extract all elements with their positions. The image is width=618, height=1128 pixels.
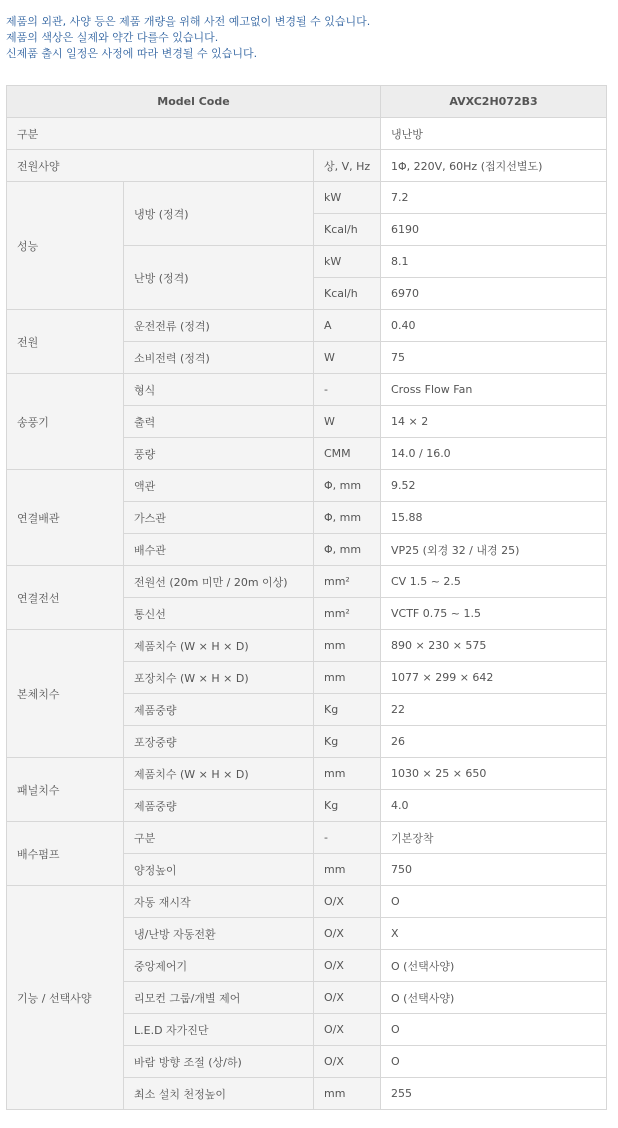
notice-line: 신제품 출시 일정은 사정에 따라 변경될 수 있습니다. xyxy=(6,47,258,60)
unit-cell: 상, V, Hz xyxy=(314,150,381,182)
value-cell: O xyxy=(381,1046,607,1078)
unit-cell: O/X xyxy=(314,950,381,982)
value-cell: 14.0 / 16.0 xyxy=(381,438,607,470)
subcategory-cell: 중앙제어기 xyxy=(124,950,314,982)
table-row xyxy=(7,886,607,918)
subcategory-cell: 제품중량 xyxy=(124,694,314,726)
value-cell: 4.0 xyxy=(381,790,607,822)
unit-cell: W xyxy=(314,342,381,374)
unit-cell: Φ, mm xyxy=(314,534,381,566)
unit-cell: kW xyxy=(314,246,381,278)
table-row xyxy=(7,310,607,342)
subcategory-cell: 제품치수 (W × H × D) xyxy=(124,758,314,790)
unit-cell: O/X xyxy=(314,1046,381,1078)
value-cell: 14 × 2 xyxy=(381,406,607,438)
category-cell: 성능 xyxy=(7,182,124,310)
subcategory-cell: 통신선 xyxy=(124,598,314,630)
category-cell: 배수펌프 xyxy=(7,822,124,886)
value-cell: O xyxy=(381,1014,607,1046)
value-cell: 22 xyxy=(381,694,607,726)
unit-cell: Φ, mm xyxy=(314,502,381,534)
value-cell: 7.2 xyxy=(381,182,607,214)
value-cell: 255 xyxy=(381,1078,607,1110)
value-cell: Cross Flow Fan xyxy=(381,374,607,406)
spec-table xyxy=(6,85,607,1110)
unit-cell: mm xyxy=(314,1078,381,1110)
unit-cell: - xyxy=(314,374,381,406)
value-cell: 75 xyxy=(381,342,607,374)
unit-cell: O/X xyxy=(314,886,381,918)
subcategory-cell: 소비전력 (정격) xyxy=(124,342,314,374)
subcategory-cell: 운전전류 (정격) xyxy=(124,310,314,342)
unit-cell: A xyxy=(314,310,381,342)
value-cell: 6970 xyxy=(381,278,607,310)
category-cell: 기능 / 선택사양 xyxy=(7,886,124,1110)
unit-cell: Kg xyxy=(314,726,381,758)
unit-cell: CMM xyxy=(314,438,381,470)
unit-cell: kW xyxy=(314,182,381,214)
value-cell: 1Φ, 220V, 60Hz (접지선별도) xyxy=(381,150,607,182)
table-row xyxy=(7,118,607,150)
subcategory-cell: 출력 xyxy=(124,406,314,438)
category-cell: 본체치수 xyxy=(7,630,124,758)
subcategory-cell: 바람 방향 조절 (상/하) xyxy=(124,1046,314,1078)
subcategory-cell: 풍량 xyxy=(124,438,314,470)
table-row xyxy=(7,470,607,502)
unit-cell: Kcal/h xyxy=(314,214,381,246)
unit-cell: mm² xyxy=(314,598,381,630)
notice-text xyxy=(6,14,370,62)
value-cell: 750 xyxy=(381,854,607,886)
subcategory-cell: 리모컨 그룹/개별 제어 xyxy=(124,982,314,1014)
unit-cell: mm xyxy=(314,758,381,790)
table-row xyxy=(7,630,607,662)
value-cell: CV 1.5 ~ 2.5 xyxy=(381,566,607,598)
category-cell: 송풍기 xyxy=(7,374,124,470)
subcategory-cell: 제품치수 (W × H × D) xyxy=(124,630,314,662)
table-row xyxy=(7,758,607,790)
value-cell: O (선택사양) xyxy=(381,982,607,1014)
unit-cell: O/X xyxy=(314,982,381,1014)
value-cell: 기본장착 xyxy=(381,822,607,854)
category-cell: 연결전선 xyxy=(7,566,124,630)
category-cell: 전원 xyxy=(7,310,124,374)
unit-cell: Kcal/h xyxy=(314,278,381,310)
category-cell: 연결배관 xyxy=(7,470,124,566)
header-row xyxy=(7,86,607,118)
unit-cell: Kg xyxy=(314,790,381,822)
subcategory-cell: 난방 (정격) xyxy=(124,246,314,310)
table-row xyxy=(7,374,607,406)
subcategory-cell: 가스관 xyxy=(124,502,314,534)
unit-cell: mm² xyxy=(314,566,381,598)
subcategory-cell: 제품중량 xyxy=(124,790,314,822)
subcategory-cell: 포장중량 xyxy=(124,726,314,758)
subcategory-cell: 최소 설치 천정높이 xyxy=(124,1078,314,1110)
subcategory-cell: 전원선 (20m 미만 / 20m 이상) xyxy=(124,566,314,598)
value-cell: 26 xyxy=(381,726,607,758)
subcategory-cell: 양정높이 xyxy=(124,854,314,886)
unit-cell: O/X xyxy=(314,1014,381,1046)
unit-cell: mm xyxy=(314,854,381,886)
subcategory-cell: L.E.D 자가진단 xyxy=(124,1014,314,1046)
table-row xyxy=(7,566,607,598)
subcategory-cell: 자동 재시작 xyxy=(124,886,314,918)
value-cell: O (선택사양) xyxy=(381,950,607,982)
unit-cell: O/X xyxy=(314,918,381,950)
subcategory-cell: 냉/난방 자동전환 xyxy=(124,918,314,950)
table-row xyxy=(7,182,607,214)
notice-line: 제품의 외관, 사양 등은 제품 개량을 위해 사전 예고없이 변경될 수 있습니다. xyxy=(6,15,371,28)
table-row xyxy=(7,822,607,854)
subcategory-cell: 구분 xyxy=(124,822,314,854)
unit-cell: mm xyxy=(314,630,381,662)
category-cell: 전원사양 xyxy=(7,150,314,182)
value-cell: X xyxy=(381,918,607,950)
unit-cell: mm xyxy=(314,662,381,694)
value-cell: 1030 × 25 × 650 xyxy=(381,758,607,790)
category-cell: 구분 xyxy=(7,118,381,150)
subcategory-cell: 배수관 xyxy=(124,534,314,566)
value-cell: 890 × 230 × 575 xyxy=(381,630,607,662)
value-cell: VCTF 0.75 ~ 1.5 xyxy=(381,598,607,630)
value-cell: 0.40 xyxy=(381,310,607,342)
unit-cell: Φ, mm xyxy=(314,470,381,502)
table-row xyxy=(7,150,607,182)
value-cell: 15.88 xyxy=(381,502,607,534)
unit-cell: W xyxy=(314,406,381,438)
value-cell: 1077 × 299 × 642 xyxy=(381,662,607,694)
unit-cell: - xyxy=(314,822,381,854)
value-cell: VP25 (외경 32 / 내경 25) xyxy=(381,534,607,566)
subcategory-cell: 냉방 (정격) xyxy=(124,182,314,246)
category-cell: 패널치수 xyxy=(7,758,124,822)
value-cell: 8.1 xyxy=(381,246,607,278)
value-cell: 냉난방 xyxy=(381,118,607,150)
value-cell: O xyxy=(381,886,607,918)
model-code-value: AVXC2H072B3 xyxy=(381,86,607,118)
value-cell: 9.52 xyxy=(381,470,607,502)
model-code-label: Model Code xyxy=(7,86,381,118)
subcategory-cell: 액관 xyxy=(124,470,314,502)
subcategory-cell: 포장치수 (W × H × D) xyxy=(124,662,314,694)
value-cell: 6190 xyxy=(381,214,607,246)
notice-line: 제품의 색상은 실제와 약간 다를수 있습니다. xyxy=(6,31,219,44)
subcategory-cell: 형식 xyxy=(124,374,314,406)
unit-cell: Kg xyxy=(314,694,381,726)
